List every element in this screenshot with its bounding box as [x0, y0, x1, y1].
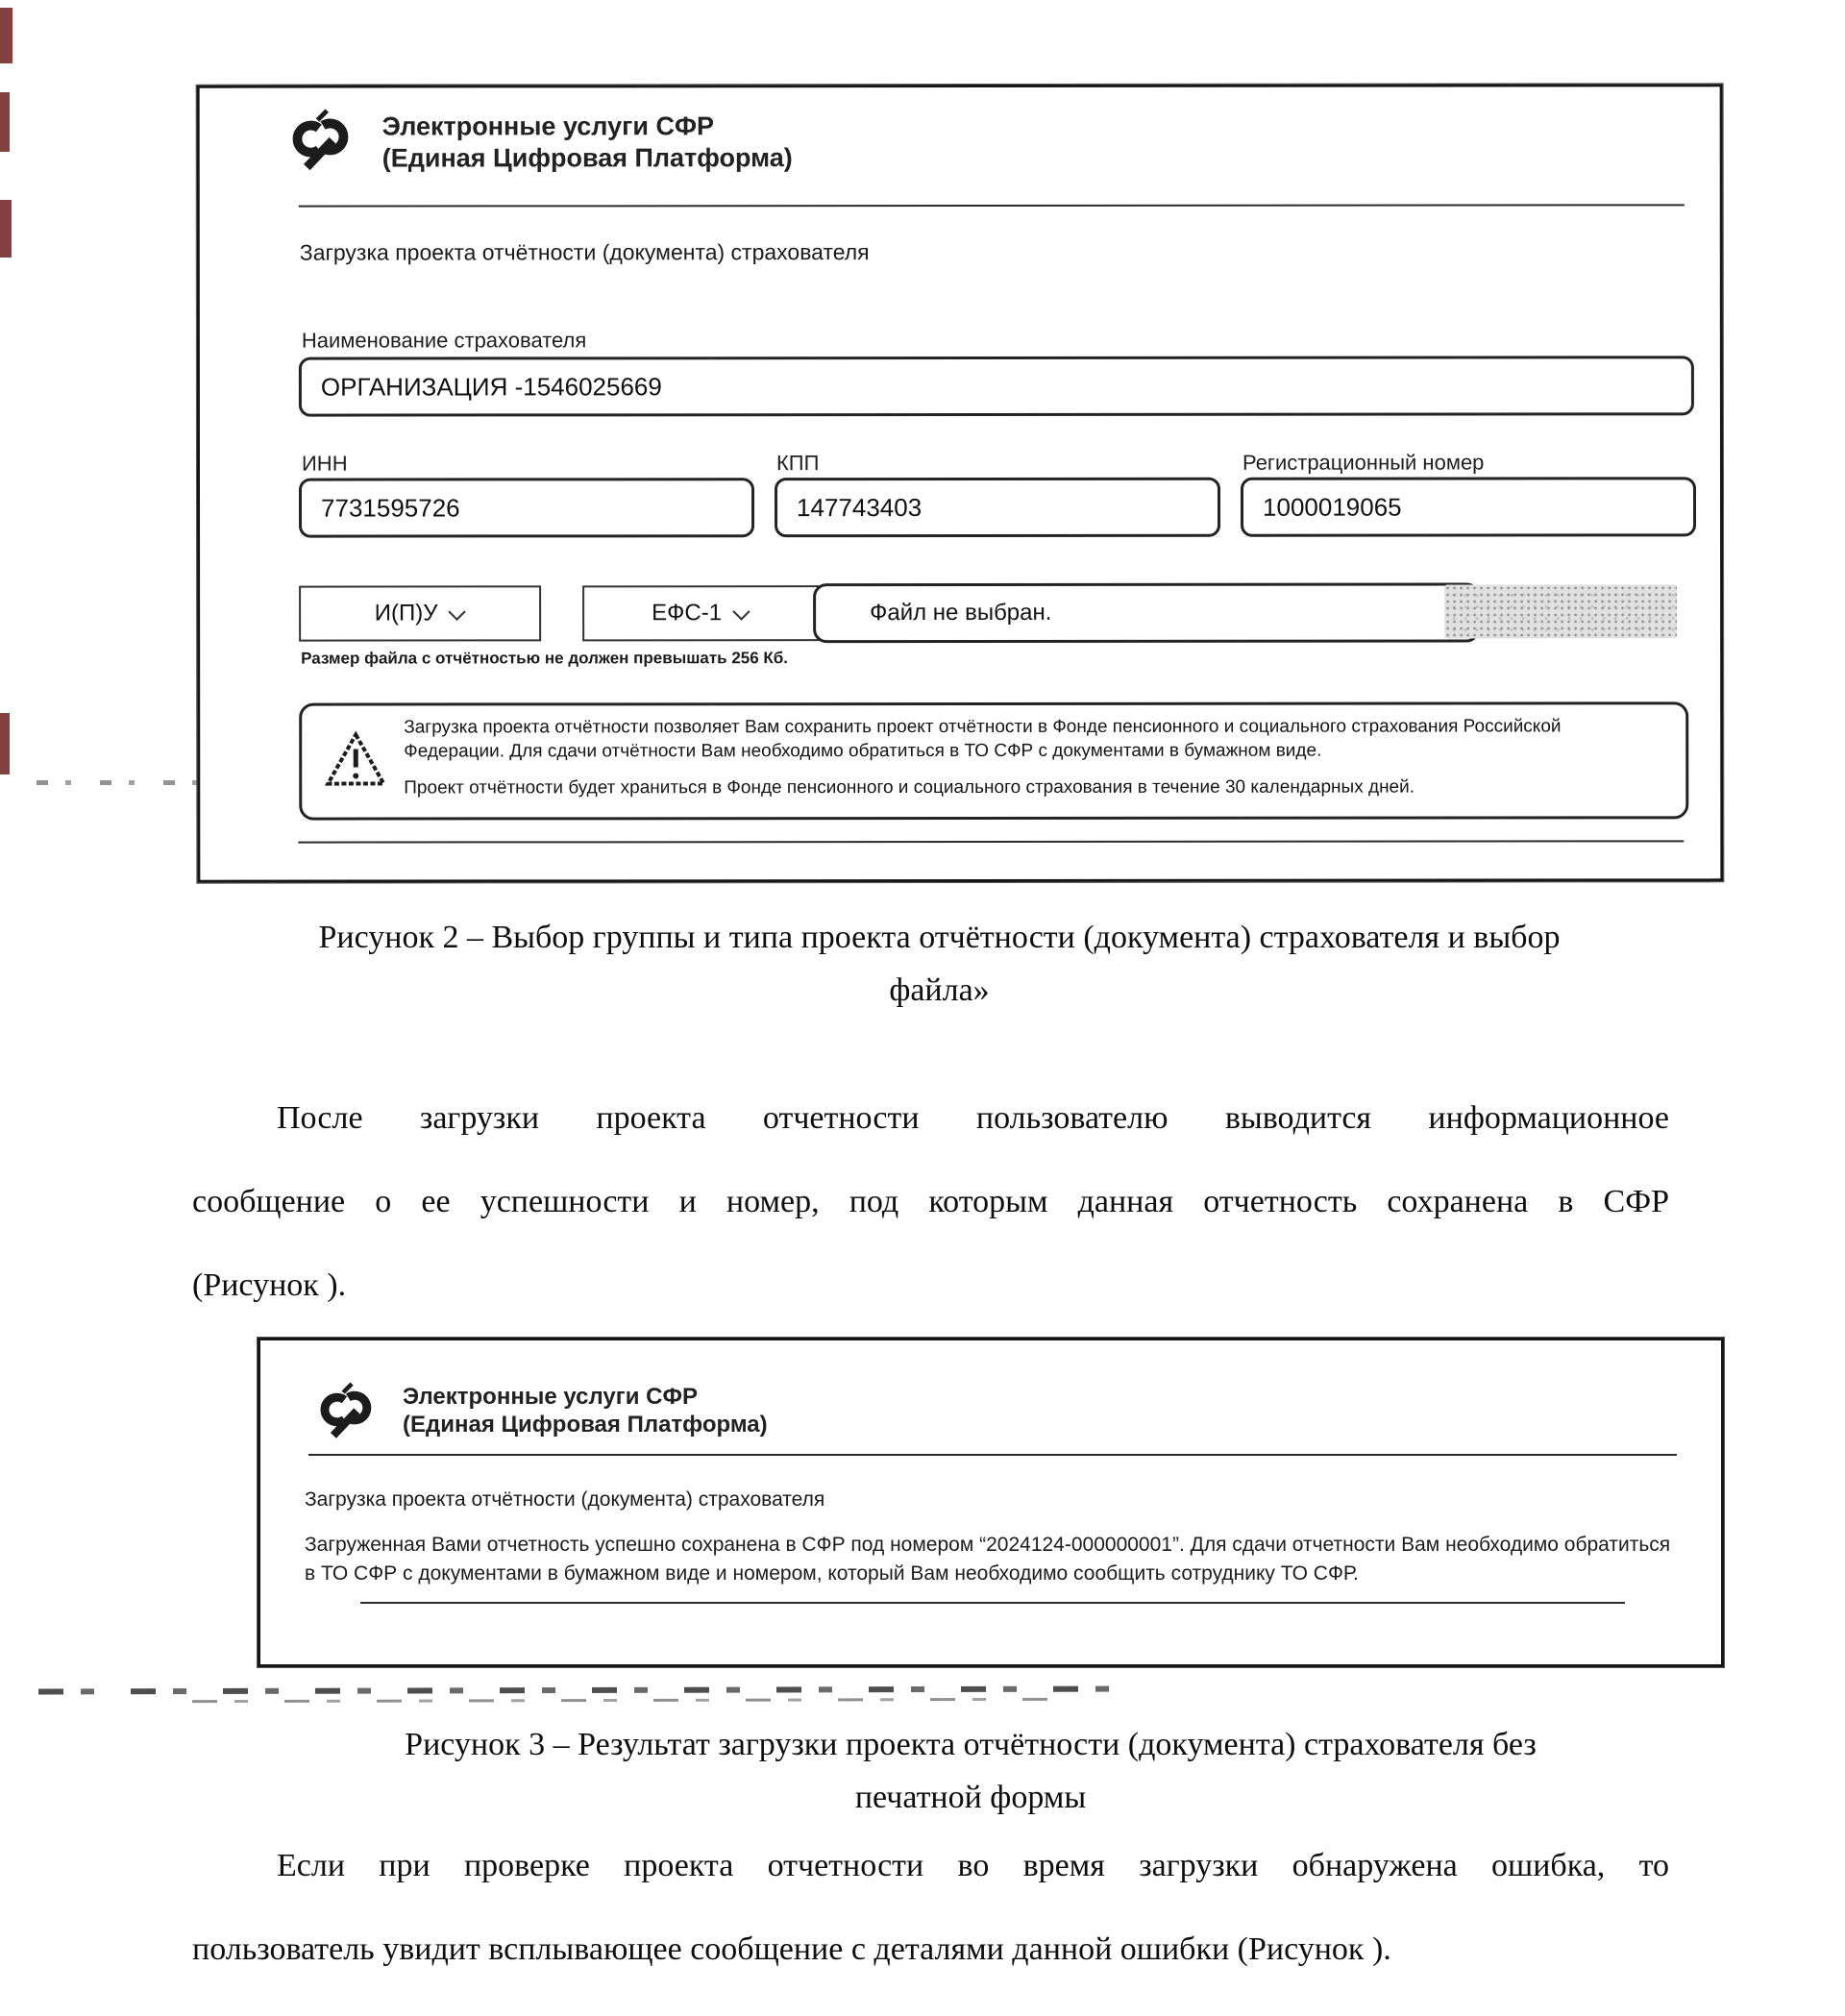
body-paragraph-2	[192, 1824, 1669, 1991]
paragraph-line: пользователь увидит всплывающее сообщение с деталями данной ошибки (Рисунок ).	[192, 1930, 1391, 1967]
warning-triangle-icon	[325, 731, 386, 789]
header-divider	[308, 1454, 1677, 1456]
brand-title	[403, 1383, 768, 1438]
figure-2-caption	[197, 911, 1682, 1017]
figure-2-caption-line1: Рисунок 2 – Выбор группы и типа проекта отчётности (документа) страхователя и выбор	[318, 920, 1561, 955]
figure-3-caption-line2: печатной формы	[854, 1780, 1087, 1815]
scan-smudge-line	[192, 1698, 1057, 1703]
regnum-field-label: Регистрационный номер	[1242, 450, 1485, 475]
chevron-down-icon	[732, 602, 750, 620]
warning-text	[404, 714, 1653, 799]
screenshot-upload-result	[258, 1338, 1724, 1667]
footer-divider	[298, 840, 1684, 843]
paragraph-line: (Рисунок ).	[192, 1266, 347, 1303]
report-group-value: И(П)У	[374, 600, 438, 627]
sfr-logo-icon	[316, 1379, 378, 1440]
regnum-input[interactable]: 1000019065	[1241, 477, 1696, 536]
scan-edge-mark	[0, 8, 12, 63]
brand-title-line1: Электронные услуги СФР	[381, 111, 715, 141]
footer-divider	[360, 1602, 1625, 1604]
paragraph-line: Если при проверке проекта отчетности во время загрузки обнаружена ошибка, то	[277, 1848, 1669, 1883]
inn-input[interactable]: 7731595726	[299, 478, 754, 537]
paragraph-line: После загрузки проекта отчетности пользователю выводится информационное	[277, 1100, 1669, 1136]
sfr-logo-icon	[288, 106, 356, 173]
report-type-select[interactable]	[582, 585, 819, 641]
upload-button-redacted[interactable]	[1444, 584, 1677, 638]
brand-title-line2: (Единая Цифровая Платформа)	[381, 143, 793, 173]
file-size-note: Размер файла с отчётностью не должен превышать 256 Кб.	[301, 649, 789, 668]
scan-edge-mark	[0, 92, 10, 152]
brand-title-line1: Электронные услуги СФР	[403, 1384, 698, 1410]
warning-panel	[299, 701, 1688, 820]
chevron-down-icon	[449, 602, 466, 620]
body-paragraph-1	[192, 1076, 1669, 1327]
kpp-field-label: КПП	[775, 451, 820, 476]
scan-edge-mark	[0, 713, 10, 774]
header-divider	[299, 204, 1685, 207]
screenshot-upload-form	[197, 84, 1724, 882]
kpp-input[interactable]: 147743403	[775, 478, 1220, 537]
scan-dash-artifact	[37, 780, 209, 785]
figure-3-caption	[216, 1718, 1725, 1824]
report-group-select[interactable]	[299, 585, 541, 641]
scan-smudge-line	[38, 1686, 1129, 1695]
scan-edge-mark	[0, 200, 12, 258]
figure-2-caption-line2: файла»	[889, 972, 990, 1008]
name-field-label: Наименование страхователя	[301, 328, 587, 353]
file-chooser-field[interactable]: Файл не выбран.	[813, 583, 1480, 644]
success-message: Загруженная Вами отчетность успешно сохранена в СФР под номером “2024124-000000001”. Для сдачи отчетности Вам необходимо обратиться в ТО СФР с документами в бумажном виде и номером, который Вам необходимо сообщить сотруднику ТО СФР.	[305, 1534, 1671, 1585]
warning-paragraph-1: Загрузка проекта отчётности позволяет Вам сохранить проект отчётности в Фонде пенсионного и социального страхования Российской Федерации. Для сдачи отчётности Вам необходимо обратиться в ТО СФР с документами в бумажном виде.	[404, 716, 1562, 762]
inn-field-label: ИНН	[301, 451, 348, 476]
report-type-value: ЕФС-1	[652, 600, 723, 627]
brand-title	[382, 111, 793, 174]
figure-3-caption-line1: Рисунок 3 – Результат загрузки проекта отчётности (документа) страхователя без	[405, 1727, 1537, 1762]
brand-title-line2: (Единая Цифровая Платформа)	[403, 1412, 768, 1438]
page-title: Загрузка проекта отчётности (документа) страхователя	[299, 239, 870, 265]
page-title: Загрузка проекта отчётности (документа) страхователя	[305, 1488, 825, 1511]
paragraph-line: сообщение о ее успешности и номер, под которым данная отчетность сохранена в СФР	[192, 1184, 1669, 1219]
insured-name-input[interactable]: ОРГАНИЗАЦИЯ -1546025669	[299, 356, 1694, 416]
warning-paragraph-2: Проект отчётности будет храниться в Фонде пенсионного и социального страхования в течение 30 календарных дней.	[404, 776, 1415, 799]
